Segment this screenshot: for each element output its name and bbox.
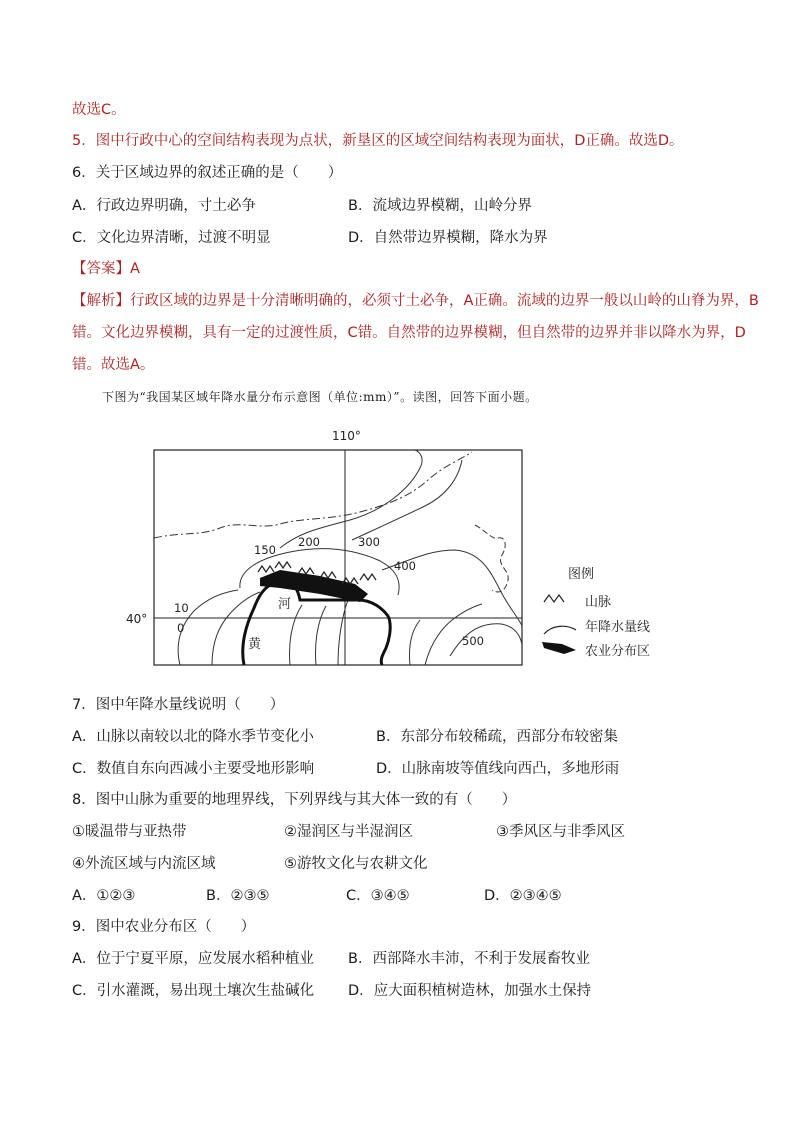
boundary-line xyxy=(154,452,472,538)
isoline-label-300: 300 xyxy=(358,535,380,549)
yellow-river xyxy=(243,582,390,665)
precipitation-map xyxy=(120,420,680,680)
q8-option-a: A．①②③ xyxy=(72,888,136,904)
map-frame xyxy=(154,450,522,665)
river-char-he: 河 xyxy=(278,597,292,612)
q7-option-b: B．东部分布较稀疏，西部分布较密集 xyxy=(376,729,618,745)
legend-mountain-icon xyxy=(544,595,564,602)
river-char-huang: 黄 xyxy=(248,637,262,652)
q6-option-b: B．流域边界模糊，山岭分界 xyxy=(348,198,532,214)
q9-option-a: A．位于宁夏平原，应发展水稻种植业 xyxy=(72,951,314,967)
isoline-label-10: 10 xyxy=(174,601,189,615)
q6-answer xyxy=(72,259,140,279)
isoline xyxy=(409,620,420,665)
q6-option-a: A．行政边界明确，寸土必争 xyxy=(72,198,256,214)
isoline-label-200: 200 xyxy=(298,535,320,549)
isoline-label-0: 0 xyxy=(177,621,185,635)
q8-option-c: C．③④⑤ xyxy=(346,888,410,904)
answer-label: 【答案】 xyxy=(72,261,130,277)
analysis-label: 【解析】 xyxy=(72,293,130,309)
boundary-line-east xyxy=(475,525,508,592)
q9-option-c: C．引水灌溉，易出现土壤次生盐碱化 xyxy=(72,983,315,999)
isoline-label-500: 500 xyxy=(462,634,484,648)
isoline xyxy=(315,606,326,665)
legend-agriculture-icon xyxy=(542,642,576,654)
q8-item-4: ④外流区域与内流区域 xyxy=(72,856,216,872)
isoline xyxy=(290,605,303,665)
q8-option-b: B．②③⑤ xyxy=(206,888,270,904)
q8-item-5: ⑤游牧文化与农耕文化 xyxy=(284,856,428,872)
q7-option-d: D．山脉南坡等值线向西凸，多地形雨 xyxy=(376,761,620,777)
answer-value: A xyxy=(130,261,140,277)
isoline xyxy=(212,592,260,665)
q5-analysis: 5．图中行政中心的空间结构表现为点状，新垦区的区域空间结构表现为面状，D正确。故选D。 xyxy=(72,133,684,149)
previous-answer-conclusion: 故选C。 xyxy=(72,102,126,118)
isoline-label-400: 400 xyxy=(394,559,416,573)
legend-agriculture-label: 农业分布区 xyxy=(585,644,651,659)
legend-isoline-icon xyxy=(544,626,576,634)
legend-title: 图例 xyxy=(568,567,595,582)
q9-stem: 9．图中农业分布区（ ） xyxy=(72,919,256,935)
q6-analysis-line-1 xyxy=(72,291,759,311)
q7-option-a: A．山脉以南较以北的降水季节变化小 xyxy=(72,729,314,745)
q9-option-d: D．应大面积植树造林，加强水土保持 xyxy=(348,983,592,999)
q6-option-d: D．自然带边界模糊，降水为界 xyxy=(348,230,548,246)
isoline xyxy=(450,624,522,656)
q7-stem: 7．图中年降水量线说明（ ） xyxy=(72,697,285,713)
q9-option-b: B．西部降水丰沛，不利于发展畜牧业 xyxy=(348,951,590,967)
latitude-label: 40° xyxy=(126,612,148,626)
legend-isoline-label: 年降水量线 xyxy=(585,620,651,635)
longitude-label: 110° xyxy=(332,429,361,443)
q6-option-c: C．文化边界清晰，过渡不明显 xyxy=(72,230,271,246)
isoline-label-150: 150 xyxy=(254,543,276,557)
q8-option-d: D．②③④⑤ xyxy=(484,888,562,904)
q8-item-1: ①暖温带与亚热带 xyxy=(72,824,187,840)
legend-mountain-label: 山脉 xyxy=(585,595,612,610)
q8-stem: 8．图中山脉为重要的地理界线，下列界线与其大体一致的有（ ） xyxy=(72,792,517,808)
q6-analysis-line-2: 错。文化边界模糊，具有一定的过渡性质，C错。自然带的边界模糊，但自然带的边界并非以降水为界，D xyxy=(72,325,746,341)
q6-analysis-line-3: 错。故选A。 xyxy=(72,357,155,373)
q6-stem: 6．关于区域边界的叙述正确的是（ ） xyxy=(72,165,343,181)
q8-item-2: ②湿润区与半湿润区 xyxy=(284,824,413,840)
agriculture-area xyxy=(260,570,368,602)
analysis-text: 行政区域的边界是十分清晰明确的，必须寸土必争，A正确。流域的边界一般以山岭的山脊为界，B xyxy=(130,293,759,309)
isoline xyxy=(352,460,462,540)
isoline xyxy=(338,600,348,665)
isoline xyxy=(280,450,422,548)
q7-option-c: C．数值自东向西减小主要受地形影响 xyxy=(72,761,315,777)
map-intro: 下图为“我国某区域年降水量分布示意图（单位:mm）”。读图，回答下面小题。 xyxy=(102,390,538,404)
q8-item-3: ③季风区与非季风区 xyxy=(496,824,625,840)
